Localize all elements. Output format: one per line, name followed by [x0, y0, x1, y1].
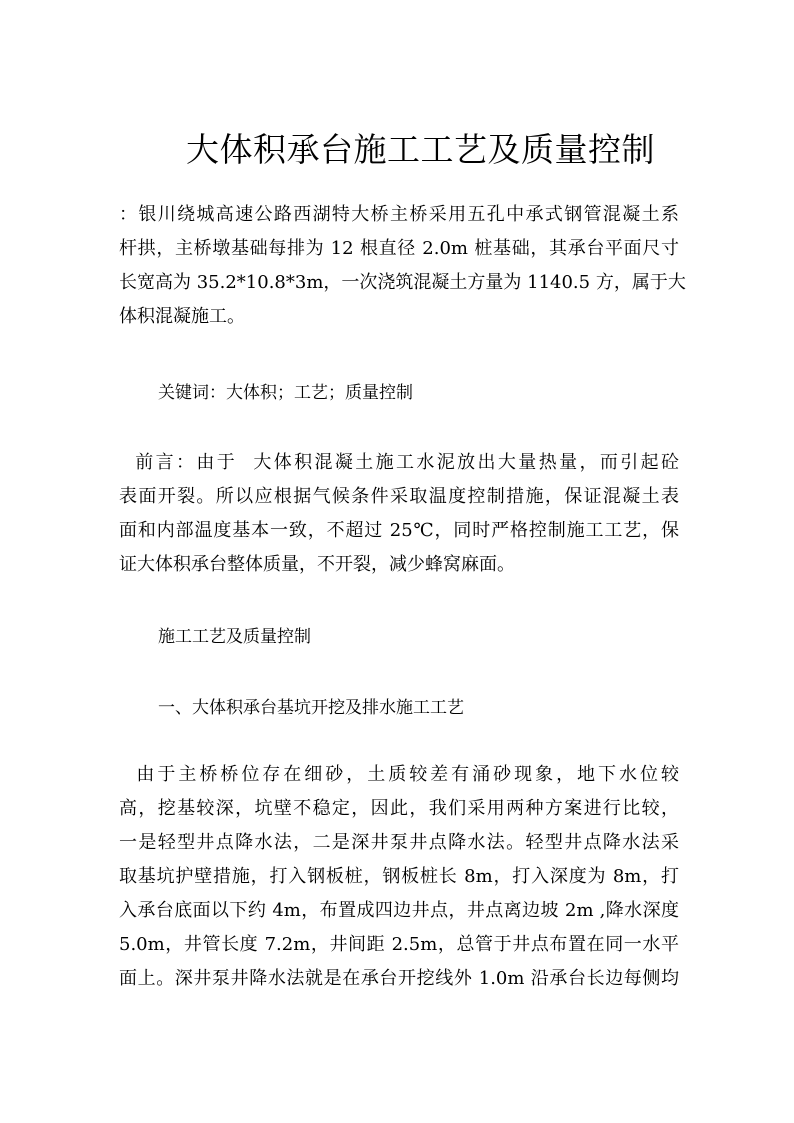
body-paragraph [119, 758, 679, 996]
body-line: 由于主桥桥位存在细砂，土质较差有涌砂现象，地下水位较 [119, 764, 679, 785]
abstract-paragraph [119, 198, 686, 334]
abstract-line: 体积混凝施工。 [119, 306, 245, 327]
body-line: 面上。深井泵井降水法就是在承台开挖线外 1.0m 沿承台长边每侧均 [119, 968, 679, 989]
preface-line: 表面开裂。所以应根据气候条件采取温度控制措施，保证混凝土表 [119, 486, 679, 507]
abstract-line: ：银川绕城高速公路西湖特大桥主桥采用五孔中承式钢管混凝土系 [119, 204, 679, 225]
body-line: 入承台底面以下约 4m，布置成四边井点，井点离边坡 2m ,降水深度 [119, 900, 679, 921]
document-title: 大体积承台施工工艺及质量控制 [186, 130, 655, 169]
section-heading: 施工工艺及质量控制 [158, 627, 311, 647]
preface-paragraph [119, 446, 679, 582]
preface-line: 证大体积承台整体质量，不开裂，减少蜂窝麻面。 [119, 554, 515, 575]
keywords-line: 关键词：大体积；工艺；质量控制 [158, 383, 413, 403]
body-line: 高，挖基较深，坑壁不稳定，因此，我们采用两种方案进行比较， [119, 798, 679, 819]
subsection-heading: 一、大体积承台基坑开挖及排水施工工艺 [158, 698, 464, 718]
body-line: 取基坑护壁措施，打入钢板桩，钢板桩长 8m，打入深度为 8m，打 [119, 866, 679, 887]
abstract-line: 长宽高为 35.2*10.8*3m，一次浇筑混凝土方量为 1140.5 方，属于大 [119, 272, 686, 293]
preface-line: 面和内部温度基本一致，不超过 25℃，同时严格控制施工工艺，保 [119, 520, 679, 541]
body-line: 一是轻型井点降水法，二是深井泵井点降水法。轻型井点降水法采 [119, 832, 679, 853]
preface-line: 前言：由于 大体积混凝土施工水泥放出大量热量，而引起砼 [119, 452, 679, 473]
body-line: 5.0m，井管长度 7.2m，井间距 2.5m，总管于井点布置在同一水平 [119, 934, 679, 955]
abstract-line: 杆拱，主桥墩基础每排为 12 根直径 2.0m 桩基础，其承台平面尺寸 [119, 238, 679, 259]
